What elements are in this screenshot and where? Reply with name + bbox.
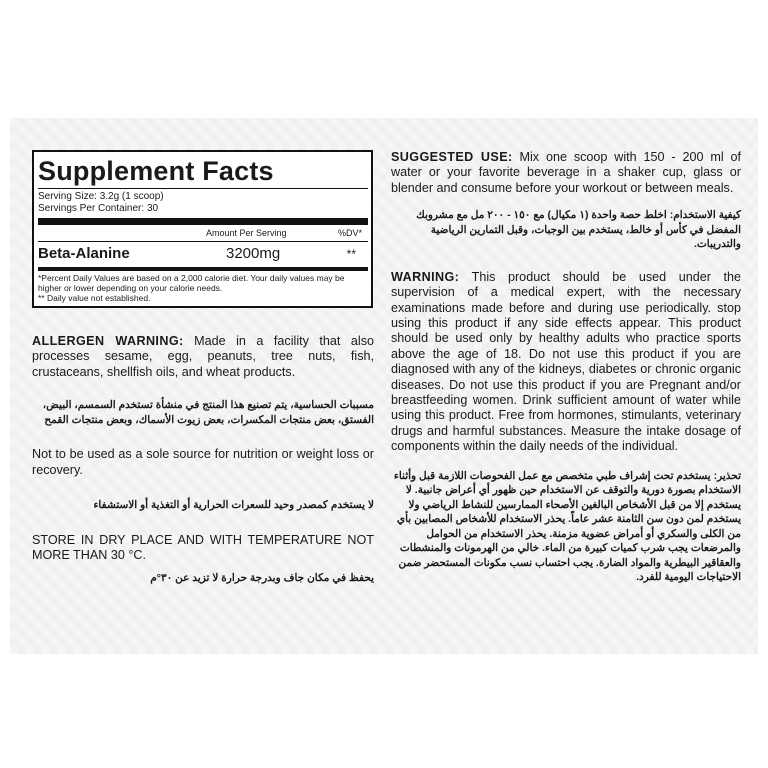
footnote-not-established: ** Daily value not established. <box>38 293 151 303</box>
left-column <box>32 150 374 586</box>
allergen-arabic: مسببات الحساسية، يتم تصنيع هذا المنتج في منشأة تستخدم السمسم، البيض، الفستق، بعض منتجات المكسرات، بعض زيوت الأسماك، وبعض منتجات القمح <box>42 399 374 426</box>
suggested-use-arabic: كيفية الاستخدام: اخلط حصة واحدة (١ مكيال) مع ١٥٠ - ٢٠٠ مل مع مشروبك المفضل في كأس أو خالط، يستخدم بين الوجبات، وقبل التمارين الرياضية والتدريبات. <box>416 209 741 251</box>
divider <box>38 188 368 189</box>
allergen-text: Made in a facility that also processes sesame, egg, peanuts, tree nuts, fish, crustaceans, shellfish oils, and wheat products. <box>32 334 375 379</box>
ingredient-dv: ** <box>346 247 356 261</box>
ingredient-amount: 3200mg <box>226 245 281 262</box>
divider <box>38 241 368 242</box>
storage-arabic: يحفظ في مكان جاف وبدرجة حرارة لا تزيد عن ٣٠°م <box>150 572 374 585</box>
allergen-warning <box>32 334 374 380</box>
warning-arabic: تحذير: يستخدم تحت إشراف طبي متخصص مع عمل الفحوصات اللازمة قبل وأثناء الاستخدام بصورة دورية والتوقف عن الاستخدام حين ظهور أي أعراض جانبية. لا يستخدم إلا من قبل الأشخاص البالغين الأصحاء الممارسين للنشاط الرياضي ولا يستخدم لمن دون سن الثامنة عشر عاماً. يحذر الاستخدام للأشخاص المصابين بأي من الكلى والسكري أو أمراض عضوية مزمنة. يحذر الاستخدام من الحوامل والمرضعات يجب شرب كميات كبيرة من الماء. خالي من الهرمونات والمنشطات والعقاقير البيطرية والمواد الضارة. يجب احتساب نسب مكونات المستحضر ضمن الاحتياجات اليومية للفرد. <box>393 469 741 584</box>
ingredient-name: Beta-Alanine <box>38 245 130 262</box>
allergen-heading: ALLERGEN WARNING: <box>32 334 184 348</box>
serving-size: Serving Size: 3.2g (1 scoop) <box>38 191 164 202</box>
dv-header: %DV* <box>337 228 362 238</box>
footnote-daily-values: *Percent Daily Values are based on a 2,000 calorie diet. Your daily values may be higher or lower depending on your calorie needs. <box>38 273 345 293</box>
facts-title: Supplement Facts <box>38 156 274 186</box>
suggested-use-heading: SUGGESTED USE: <box>391 150 513 164</box>
amount-per-serving-header: Amount Per Serving <box>206 228 287 238</box>
amount-header-row <box>38 227 368 239</box>
warning-text: This product should be used under the supervision of a medical expert, with the necessary examinations made before and during use periodically. stop using this product if any side effects appear. This product should be used only by healthy adults who practice sports above the age of 18. Do not use this product if you are diagnosed with any of the kidneys, diabetes or chronic organic diseases. Do not use this product if you are Pregnant and/or breastfeeding women. Drink sufficient amount of water while using this product. Free from hormones, stimulants, veterinary drugs and harmful substances. Measure the intake dosage of components within the daily needs of the individual. <box>391 269 742 454</box>
nutrition-note-arabic: لا يستخدم كمصدر وحيد للسعرات الحرارية أو التغذية أو الاستشفاء <box>93 499 374 512</box>
ingredient-row <box>38 244 368 264</box>
warning <box>391 270 741 455</box>
supplement-facts-panel <box>32 150 373 308</box>
suggested-use-text: Mix one scoop with 150 - 200 ml of water or your favorite beverage in a shaker cup, glass or blender and consume before your workout or between meals. <box>391 150 742 195</box>
storage-instructions: STORE IN DRY PLACE AND WITH TEMPERATURE NOT MORE THAN 30 °C. <box>32 532 374 562</box>
divider-mid <box>38 267 368 271</box>
servings-per-container: Servings Per Container: 30 <box>38 203 159 214</box>
suggested-use <box>391 150 741 196</box>
nutrition-note: Not to be used as a sole source for nutrition or weight loss or recovery. <box>32 447 374 477</box>
warning-heading: WARNING: <box>391 269 460 284</box>
divider-thick <box>38 218 368 225</box>
right-column <box>391 150 741 585</box>
